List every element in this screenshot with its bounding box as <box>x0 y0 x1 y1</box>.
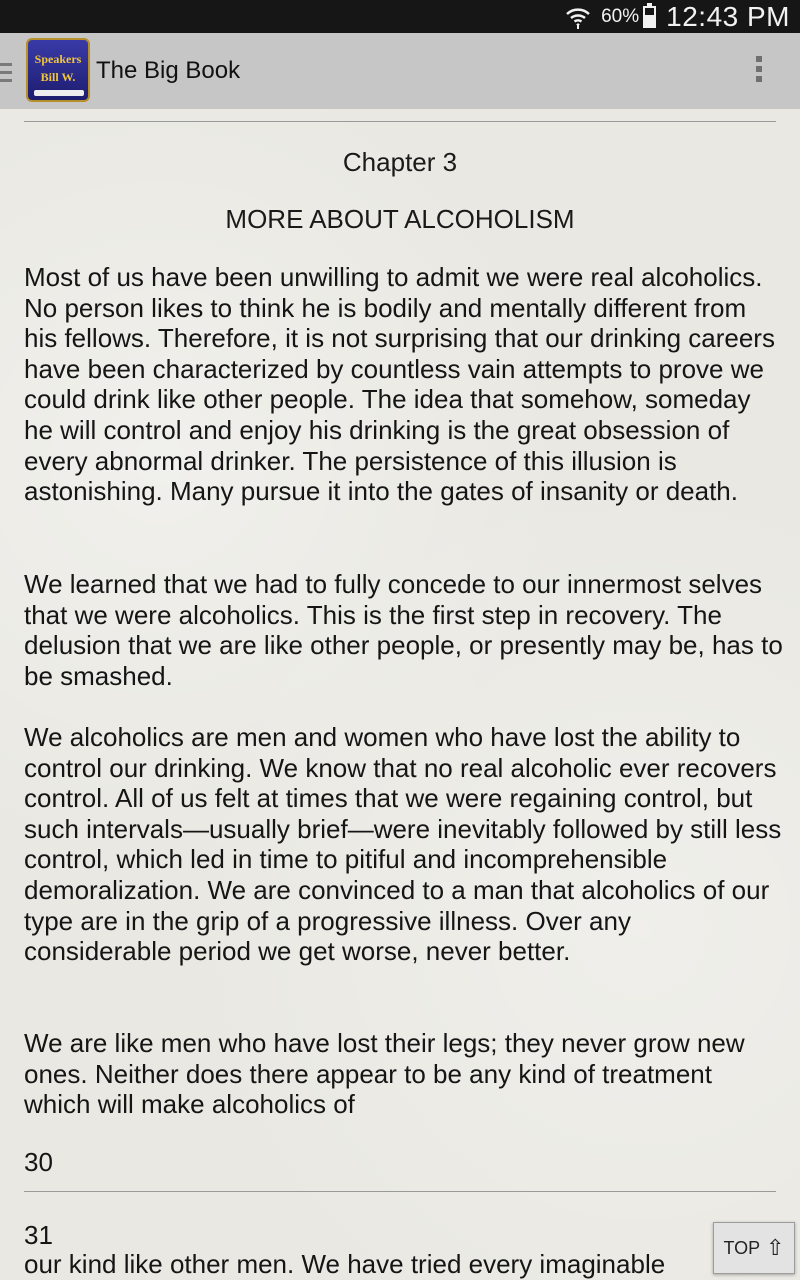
paragraph: Most of us have been unwilling to admit we were real alcoholics. No person likes to think he is bodily and mentally different from his fellows. Therefore, it is not surprising that our drinking careers have been characterized by countless vain attempts to prove we could drink like other people. The idea that somehow, someday he will control and enjoy his drinking is the great obsession of every abnormal drinker. The persistence of this illusion is astonishing. Many pursue it into the gates of insanity or death. <box>24 262 775 507</box>
paragraph: We learned that we had to fully concede to our innermost selves that we were alcoholics. This is the first step in recovery. The delusion that we are like other people, or presently may be, has to be smashed. <box>24 569 783 691</box>
app-logo[interactable] <box>26 38 90 102</box>
app-title: The Big Book <box>96 57 241 84</box>
wifi-icon <box>565 4 591 30</box>
scroll-top-button[interactable] <box>713 1222 795 1274</box>
arrow-up-icon: ⇧ <box>766 1235 785 1260</box>
paragraph: We are like men who have lost their legs; they never grow new ones. Neither does there appear to be any kind of treatment which will make alcoholics of <box>24 1028 745 1120</box>
page-number: 30 <box>24 1147 53 1177</box>
overflow-menu-icon[interactable] <box>756 56 762 86</box>
chapter-title: MORE ABOUT ALCOHOLISM <box>225 204 575 234</box>
chapter-number: Chapter 3 <box>342 147 458 177</box>
status-bar <box>0 0 800 33</box>
battery-percent: 60% <box>601 5 640 27</box>
page-number: 31 <box>24 1220 53 1250</box>
drawer-menu-icon[interactable] <box>0 63 12 87</box>
status-time: 12:43 PM <box>666 0 790 32</box>
logo-line2: Bill W. <box>40 70 76 84</box>
paragraph-partial: our kind like other men. We have tried every imaginable <box>24 1249 666 1279</box>
logo-line1: Speakers <box>34 52 82 66</box>
reader-content[interactable] <box>0 109 800 1280</box>
top-button-label: TOP <box>723 1237 761 1258</box>
page-divider <box>24 1191 776 1192</box>
paragraph: We alcoholics are men and women who have lost the ability to control our drinking. We know that no real alcoholic ever recovers control. All of us felt at times that we were regaining control, but such intervals—usually brief—were inevitably followed by still less control, which led in time to pitiful and incomprehensible demoralization. We are convinced to a man that alcoholics of our type are in the grip of a progressive illness. Over any considerable period we get worse, never better. <box>24 722 782 967</box>
battery-icon <box>643 6 656 28</box>
action-bar <box>0 33 800 109</box>
divider <box>24 121 776 122</box>
